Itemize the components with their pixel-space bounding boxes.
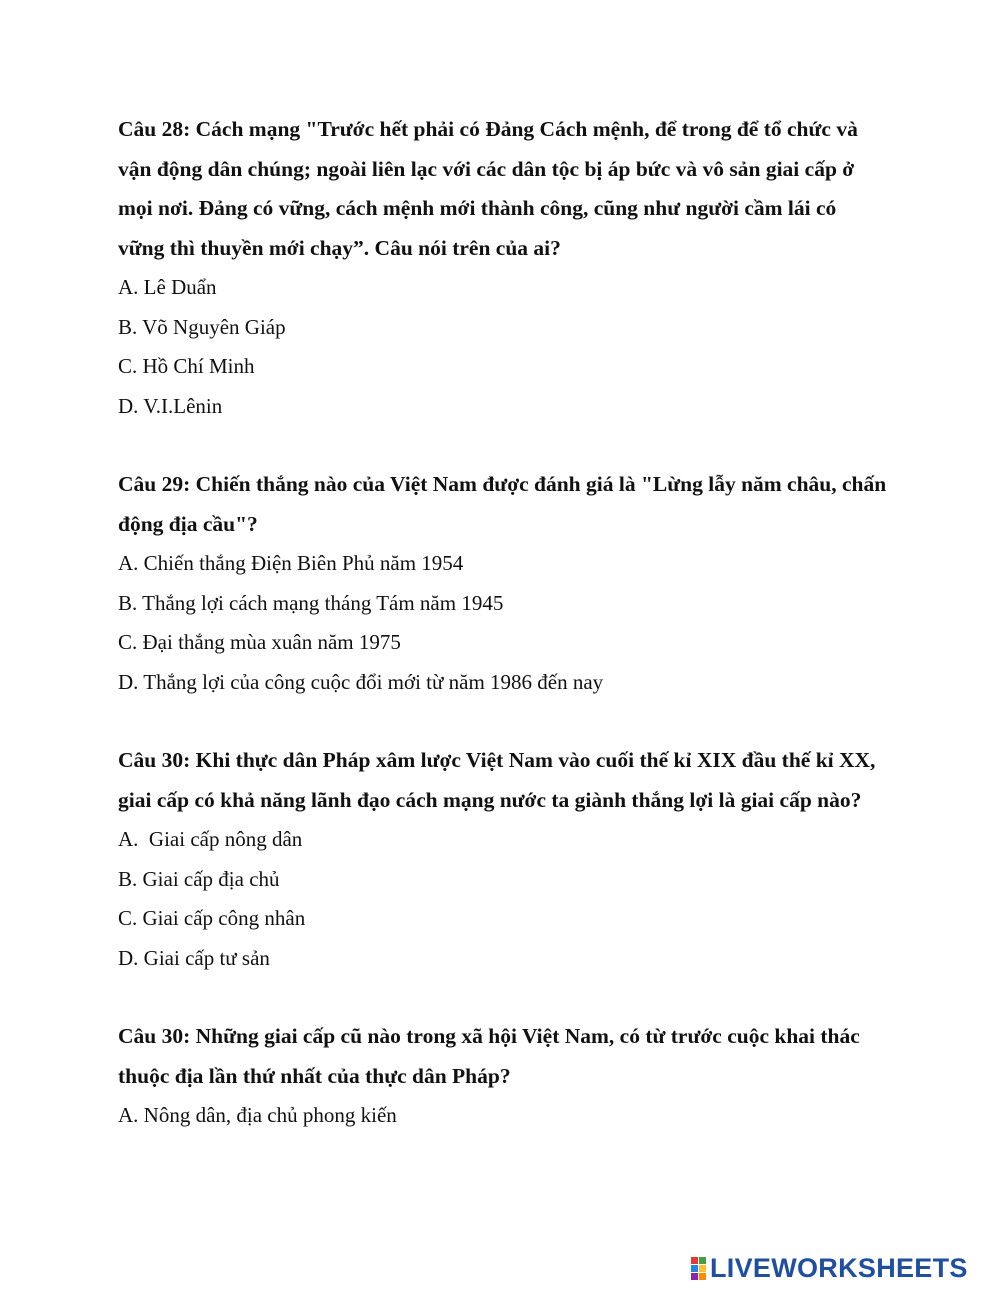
answer-option-c[interactable]: C. Hồ Chí Minh bbox=[118, 354, 255, 378]
answer-option-c[interactable]: C. Đại thắng mùa xuân năm 1975 bbox=[118, 630, 401, 654]
liveworksheets-logo-icon bbox=[691, 1257, 706, 1280]
answer-option-b[interactable]: B. Giai cấp địa chủ bbox=[118, 866, 280, 891]
answer-option-b[interactable]: B. Võ Nguyên Giáp bbox=[118, 314, 286, 339]
question-text: Câu 28: Cách mạng "Trước hết phải có Đảng Cách mệnh, để trong để tổ chức và vận động dân chúng; ngoài liên lạc với các dân tộc bị áp bức và vô sản giai cấp ở mọi nơi. Đảng có vững, cách mệnh mới thành công, cũng như người cầm lái có vững thì thuyền mới chạy”. Câu nói trên của ai? bbox=[118, 117, 858, 260]
logo-square bbox=[691, 1265, 698, 1272]
answer-option-a[interactable]: A. Lê Duẩn bbox=[118, 275, 217, 299]
question-text: Câu 30: Khi thực dân Pháp xâm lược Việt Nam vào cuối thế kỉ XIX đầu thế kỉ XX, giai cấp có khả năng lãnh đạo cách mạng nước ta giành thắng lợi là giai cấp nào? bbox=[118, 748, 876, 812]
question-29 bbox=[118, 465, 888, 702]
answer-option-c[interactable]: C. Giai cấp công nhân bbox=[118, 906, 306, 930]
logo-square bbox=[699, 1273, 706, 1280]
worksheet-page bbox=[118, 110, 888, 1136]
answer-option-d[interactable]: D. Thắng lợi của công cuộc đổi mới từ năm 1986 đến nay bbox=[118, 669, 604, 694]
question-text: Câu 30: Những giai cấp cũ nào trong xã hội Việt Nam, có từ trước cuộc khai thác thuộc địa lần thứ nhất của thực dân Pháp? bbox=[118, 1024, 860, 1088]
answer-option-a[interactable]: A. Giai cấp nông dân bbox=[118, 827, 303, 851]
spacer bbox=[118, 978, 888, 1017]
brand-name: LIVEWORKSHEETS bbox=[710, 1253, 968, 1283]
spacer bbox=[118, 426, 888, 465]
spacer bbox=[118, 702, 888, 741]
question-30 bbox=[118, 741, 888, 978]
answer-option-d[interactable]: D. Giai cấp tư sản bbox=[118, 945, 270, 970]
logo-square bbox=[691, 1273, 698, 1280]
answer-option-a[interactable]: A. Chiến thắng Điện Biên Phủ năm 1954 bbox=[118, 551, 464, 575]
logo-square bbox=[699, 1257, 706, 1264]
answer-option-d[interactable]: D. V.I.Lênin bbox=[118, 393, 223, 418]
question-28 bbox=[118, 110, 888, 426]
logo-square bbox=[699, 1265, 706, 1272]
logo-square bbox=[691, 1257, 698, 1264]
question-text: Câu 29: Chiến thắng nào của Việt Nam được đánh giá là "Lừng lẫy năm châu, chấn động địa cầu"? bbox=[118, 472, 887, 536]
answer-option-a[interactable]: A. Nông dân, địa chủ phong kiến bbox=[118, 1103, 397, 1127]
question-30-b bbox=[118, 1017, 888, 1136]
liveworksheets-brand bbox=[691, 1254, 968, 1282]
answer-option-b[interactable]: B. Thắng lợi cách mạng tháng Tám năm 1945 bbox=[118, 590, 504, 615]
